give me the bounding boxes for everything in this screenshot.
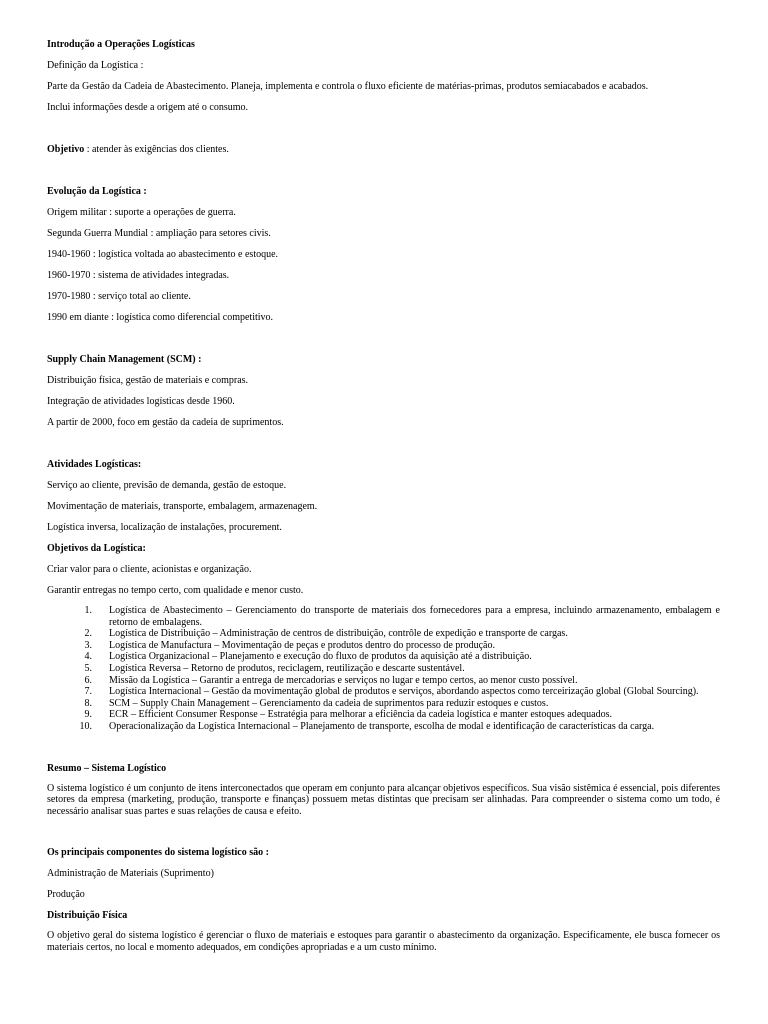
objective-label: Objetivo bbox=[47, 144, 85, 155]
list-item bbox=[47, 628, 720, 640]
list-item bbox=[47, 605, 720, 628]
objectives-title: Objetivos da Logística: bbox=[47, 543, 146, 554]
evolution-item: Origem militar : suporte a operações de guerra. bbox=[47, 207, 236, 218]
list-number: 10. bbox=[79, 720, 92, 732]
components-item: Produção bbox=[47, 889, 85, 901]
list-text: SCM – Supply Chain Management – Gerenciamento da cadeia de suprimentos para reduzir estoques e custos. bbox=[109, 697, 549, 709]
list-text: Logística Internacional – Gestão da movimentação global de produtos e serviços, abordando aspectos como terceirização global (Global Sourcing). bbox=[109, 686, 699, 698]
activities-item: Logística inversa, localização de instalações, procurement. bbox=[47, 522, 282, 533]
list-item bbox=[47, 675, 720, 687]
list-item bbox=[47, 709, 720, 721]
summary-title: Resumo – Sistema Logístico bbox=[47, 762, 167, 774]
components-title: Os principais componentes do sistema logístico são : bbox=[47, 847, 269, 859]
intro-title: Introdução a Operações Logísticas bbox=[47, 39, 195, 50]
list-item bbox=[47, 640, 720, 652]
evolution-item: Segunda Guerra Mundial : ampliação para setores civis. bbox=[47, 228, 271, 239]
list-text: Operacionalização da Logística Internacional – Planejamento de transporte, escolha de modal e identificação de características da carga. bbox=[109, 720, 655, 732]
list-text: Logística de Manufactura – Movimentação de peças e produtos dentro do processo de produção. bbox=[109, 639, 495, 651]
list-text: Logística Reversa – Retorno de produtos, reciclagem, reutilização e descarte sustentável. bbox=[109, 662, 465, 674]
document-body bbox=[47, 38, 720, 954]
evolution-item: 1970-1980 : serviço total ao cliente. bbox=[47, 291, 191, 302]
scm-item: Distribuição física, gestão de materiais e compras. bbox=[47, 375, 249, 386]
list-number: 1. bbox=[84, 605, 92, 616]
evolution-title: Evolução da Logística : bbox=[47, 186, 147, 197]
activities-title: Atividades Logísticas: bbox=[47, 459, 142, 470]
scm-item: Integração de atividades logísticas desde 1960. bbox=[47, 396, 235, 407]
definition-label: Definição da Logística : bbox=[47, 60, 144, 71]
objectives-item: Garantir entregas no tempo certo, com qualidade e menor custo. bbox=[47, 585, 304, 596]
physical-text: O objetivo geral do sistema logístico é gerenciar o fluxo de materiais e estoques para garantir o abastecimento da organização. Especificamente, ele busca fornecer os materiais certos, no local e momento adequados, em condições apropriadas e a um custo mínimo. bbox=[47, 930, 720, 953]
objective-line bbox=[47, 143, 720, 156]
scm-title: Supply Chain Management (SCM) : bbox=[47, 354, 202, 365]
objectives-item: Criar valor para o cliente, acionistas e organização. bbox=[47, 564, 252, 575]
scm-item: A partir de 2000, foco em gestão da cadeia de suprimentos. bbox=[47, 417, 284, 428]
list-number: 4. bbox=[84, 651, 92, 663]
objective-text: : atender às exigências dos clientes. bbox=[84, 144, 229, 155]
components-item: Administração de Materiais (Suprimento) bbox=[47, 868, 214, 880]
physical-title: Distribuição Física bbox=[47, 910, 128, 922]
list-item bbox=[47, 721, 720, 733]
list-item bbox=[47, 651, 720, 663]
summary-text: O sistema logístico é um conjunto de itens interconectados que operam em conjunto para alcançar objetivos específicos. Sua visão sistêmica é essencial, pois diferentes setores da empresa (marketing, produção, transporte e finanças) possuem metas distintas que precisam ser alinhadas. Para compreender o sistema como um todo, é necessário analisar suas partes e suas relações de causa e efeito. bbox=[47, 782, 720, 817]
evolution-item: 1940-1960 : logística voltada ao abastecimento e estoque. bbox=[47, 249, 279, 260]
activities-item: Movimentação de materiais, transporte, embalagem, armazenagem. bbox=[47, 501, 318, 512]
list-number: 9. bbox=[84, 709, 92, 721]
list-number: 3. bbox=[84, 639, 92, 651]
evolution-item: 1960-1970 : sistema de atividades integradas. bbox=[47, 270, 230, 281]
list-text: ECR – Efficient Consumer Response – Estratégia para melhorar a eficiência da cadeia logística e manter estoques adequados. bbox=[109, 709, 612, 721]
list-number: 7. bbox=[84, 686, 92, 698]
list-text: Logística Organizacional – Planejamento e execução do fluxo de produtos da aquisição até a distribuição. bbox=[109, 651, 532, 663]
list-number: 2. bbox=[84, 628, 92, 640]
definition-text: Parte da Gestão da Cadeia de Abastecimento. Planeja, implementa e controla o fluxo eficiente de matérias-primas, produtos semiacabados e acabados. bbox=[47, 81, 649, 92]
list-number: 8. bbox=[84, 697, 92, 709]
list-item bbox=[47, 698, 720, 710]
list-text: Missão da Logística – Garantir a entrega de mercadorias e serviços no lugar e tempo certos, ao menor custo possível. bbox=[109, 674, 578, 686]
activities-item: Serviço ao cliente, previsão de demanda, gestão de estoque. bbox=[47, 480, 287, 491]
numbered-list bbox=[47, 605, 720, 733]
list-item bbox=[47, 686, 720, 698]
list-number: 6. bbox=[84, 674, 92, 686]
list-number: 5. bbox=[84, 662, 92, 674]
evolution-item: 1990 em diante : logística como diferencial competitivo. bbox=[47, 312, 274, 323]
definition-text-2: Inclui informações desde a origem até o consumo. bbox=[47, 102, 249, 113]
list-text: Logística de Distribuição – Administração de centros de distribuição, contrôle de expedição e transporte de cargas. bbox=[109, 628, 568, 640]
list-text: Logística de Abastecimento – Gerenciamento do transporte de materiais dos fornecedores para a empresa, incluindo armazenamento, embalagem e retorno de embalagens. bbox=[109, 605, 720, 628]
list-item bbox=[47, 663, 720, 675]
